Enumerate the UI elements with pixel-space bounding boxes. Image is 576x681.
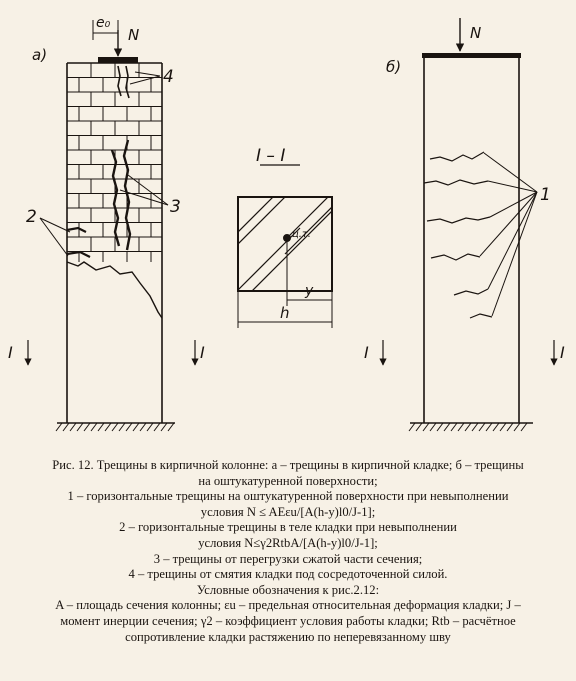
- caption-line: сопротивление кладки растяжению по неперевязанному шву: [125, 629, 451, 644]
- force-label-b: N: [470, 24, 482, 42]
- section-mark-right: I: [200, 343, 205, 362]
- caption-line: Условные обозначения к рис.2.12:: [196, 582, 380, 597]
- label-a: а): [32, 46, 48, 64]
- caption-line: 1 – горизонтальные трещины на оштукатуренной поверхности при невыполнении: [67, 489, 509, 504]
- section-mark-right-b: I: [560, 343, 565, 362]
- dim-y-label: y: [305, 283, 314, 299]
- caption-line: Рис. 12. Трещины в кирпичной колонне: а – трещины в кирпичной кладке; б – трещины: [52, 458, 524, 472]
- dim-h-label: h: [280, 304, 290, 322]
- center-label: ц.т.: [292, 229, 311, 240]
- label-b: б): [386, 58, 402, 76]
- force-label-a: N: [128, 26, 140, 44]
- eccentricity-label: e₀: [96, 15, 111, 31]
- section-mark-left: I: [8, 343, 13, 362]
- caption-line: 2 – горизонтальные трещины в теле кладки при невыполнении: [119, 520, 457, 535]
- caption-line: момент инерции сечения; γ2 – коэффициент условия работы кладки; Rtb – расчётное: [60, 613, 516, 628]
- callout-2: 2: [26, 207, 37, 227]
- section-title: I – I: [256, 146, 286, 166]
- caption-line: на оштукатуренной поверхности;: [198, 473, 378, 488]
- caption-line: A – площадь сечения колонны; εu – предельная относительная деформация кладки; J –: [55, 598, 521, 613]
- column-b: [383, 18, 554, 431]
- caption-line: условия N≤γ2RtbA/[A(h-y)l0/J-1];: [198, 535, 378, 550]
- figure-caption: [0, 458, 576, 645]
- section-mark-left-b: I: [364, 343, 369, 362]
- callout-4: 4: [163, 67, 174, 87]
- caption-line: 3 – трещины от перегрузки сжатой части сечения;: [153, 551, 423, 566]
- callout-1: 1: [540, 185, 551, 205]
- caption-line: 4 – трещины от смятия кладки под сосредоточенной силой.: [128, 567, 448, 582]
- caption-line: условия N ≤ AEεu/[A(h-y)l0/J-1];: [200, 504, 376, 519]
- callout-3: 3: [170, 197, 181, 217]
